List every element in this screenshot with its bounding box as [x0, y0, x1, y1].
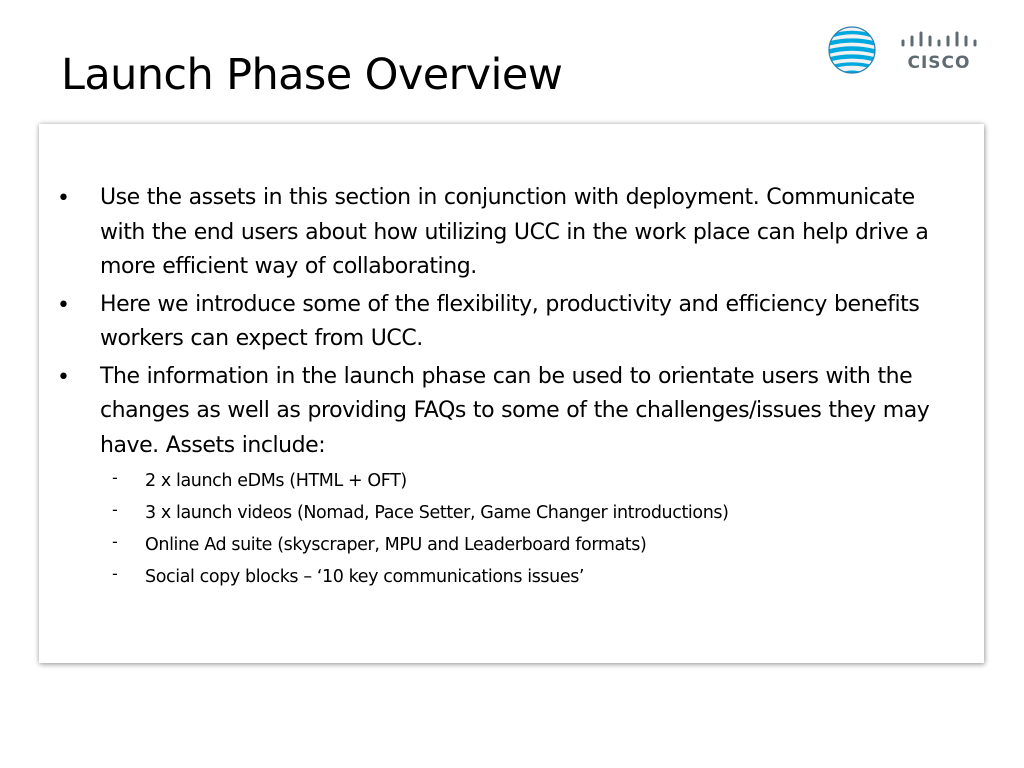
- bullet-marker: •: [57, 292, 70, 318]
- bullet-text: Here we introduce some of the flexibility, productivity and efficiency benefits workers can expect from UCC.: [100, 291, 920, 351]
- sub-bullet-text: Social copy blocks – ‘10 key communications issues’: [145, 567, 585, 587]
- sub-bullet-marker: -: [112, 468, 118, 487]
- bullet-item: [39, 181, 984, 285]
- bullet-text: The information in the launch phase can be used to orientate users with the changes as well as providing FAQs to some of the challenges/issues they may have. Assets include:: [100, 363, 930, 458]
- sub-bullet-list: [100, 468, 984, 596]
- bullet-marker: •: [57, 364, 70, 390]
- cisco-logo-icon: [900, 27, 980, 73]
- sub-bullet-marker: -: [112, 500, 118, 519]
- bullet-list: [39, 181, 984, 599]
- bullet-item: [39, 288, 984, 357]
- att-globe-logo-icon: [827, 25, 877, 75]
- content-panel: [39, 124, 984, 663]
- sub-bullet-item: [100, 532, 984, 564]
- sub-bullet-text: 2 x launch eDMs (HTML + OFT): [145, 471, 407, 491]
- slide-title: Launch Phase Overview: [61, 50, 563, 100]
- sub-bullet-item: [100, 500, 984, 532]
- sub-bullet-item: [100, 468, 984, 500]
- bullet-text: Use the assets in this section in conjunction with deployment. Communicate with the end users about how utilizing UCC in the work place can help drive a more efficient way of collaborating.: [100, 185, 929, 279]
- sub-bullet-marker: -: [112, 532, 118, 551]
- bullet-marker: •: [57, 186, 70, 211]
- sub-bullet-marker: -: [112, 564, 118, 583]
- sub-bullet-text: Online Ad suite (skyscraper, MPU and Leaderboard formats): [145, 535, 647, 555]
- sub-bullet-item: [100, 564, 984, 596]
- cisco-wordmark: CISCO: [907, 53, 971, 73]
- sub-bullet-text: 3 x launch videos (Nomad, Pace Setter, Game Changer introductions): [145, 503, 729, 523]
- bullet-item: [39, 360, 984, 597]
